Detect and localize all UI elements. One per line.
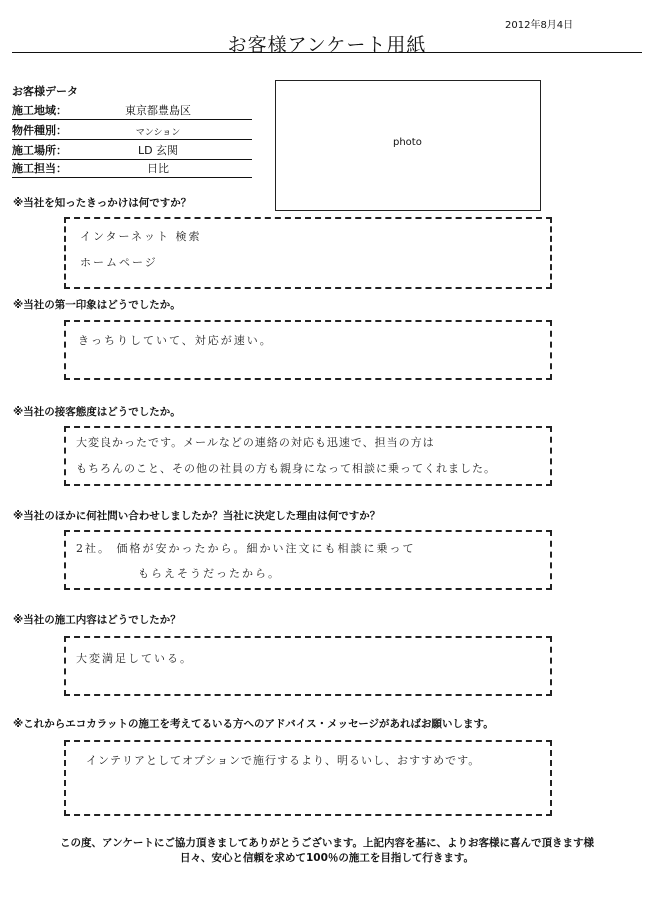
- title-underline: [12, 52, 642, 53]
- question-heading: ※当社を知ったきっかけは何ですか？: [13, 197, 192, 209]
- survey-date: 2012年8月4日: [505, 20, 574, 31]
- question-heading: ※当社の接客態度はどうでしたか。: [13, 406, 181, 418]
- footer-message: 日々、安心と信頼を求めて100％の施工を目指して行きます。: [179, 852, 475, 864]
- photo-label: photo: [393, 137, 422, 148]
- row-label: 施工担当：: [12, 162, 67, 175]
- handwritten-answer: インターネット 検索: [80, 230, 202, 243]
- handwritten-answer: もらえそうだったから。: [138, 567, 281, 580]
- answer-box: [64, 636, 552, 696]
- page-title: お客様アンケート用紙: [227, 34, 427, 56]
- row-value: LD 玄関: [137, 144, 179, 157]
- answer-box: [64, 320, 552, 380]
- customer-data-row-staff: [12, 160, 252, 178]
- handwritten-answer: もちろんのこと、その他の社員の方も親身になって相談に乗ってくれました。: [76, 462, 496, 475]
- footer-message: この度、アンケートにご協力頂きましてありがとうございます。上記内容を基に、よりお客様に喜んで頂きます様: [59, 837, 595, 849]
- handwritten-answer: 大変良かったです。メールなどの連絡の対応も迅速で、担当の方は: [76, 436, 435, 449]
- answer-box: [64, 530, 552, 590]
- handwritten-answer: 2社。 価格が安かったから。細かい注文にも相談に乗って: [76, 542, 416, 555]
- handwritten-answer: インテリアとしてオプションで施行するより、明るいし、おすすめです。: [86, 754, 481, 767]
- question-heading: ※当社の第一印象はどうでしたか。: [13, 299, 181, 311]
- question-heading: ※当社の施工内容はどうでしたか？: [13, 614, 181, 626]
- customer-data-heading: お客様データ: [12, 85, 78, 98]
- row-value: マンション: [135, 128, 181, 138]
- question-heading: ※当社のほかに何社問い合わせしましたか？当社に決定した理由は何ですか？: [13, 510, 381, 522]
- customer-data-row-location: [12, 142, 252, 160]
- row-value: 東京都豊島区: [125, 104, 191, 117]
- handwritten-answer: ホームページ: [80, 256, 158, 269]
- row-label: 施工場所：: [12, 144, 67, 157]
- handwritten-answer: 大変満足している。: [76, 652, 193, 665]
- row-label: 施工地域：: [12, 104, 67, 117]
- row-label: 物件種別：: [12, 124, 67, 137]
- question-heading: ※これからエコカラットの施工を考えてるいる方へのアドバイス・メッセージがあればお願いします。: [13, 718, 494, 730]
- row-value: 日比: [147, 162, 169, 175]
- customer-data-row-property-type: [12, 122, 252, 140]
- handwritten-answer: きっちりしていて、対応が速い。: [78, 334, 273, 347]
- customer-data-row-area: [12, 102, 252, 120]
